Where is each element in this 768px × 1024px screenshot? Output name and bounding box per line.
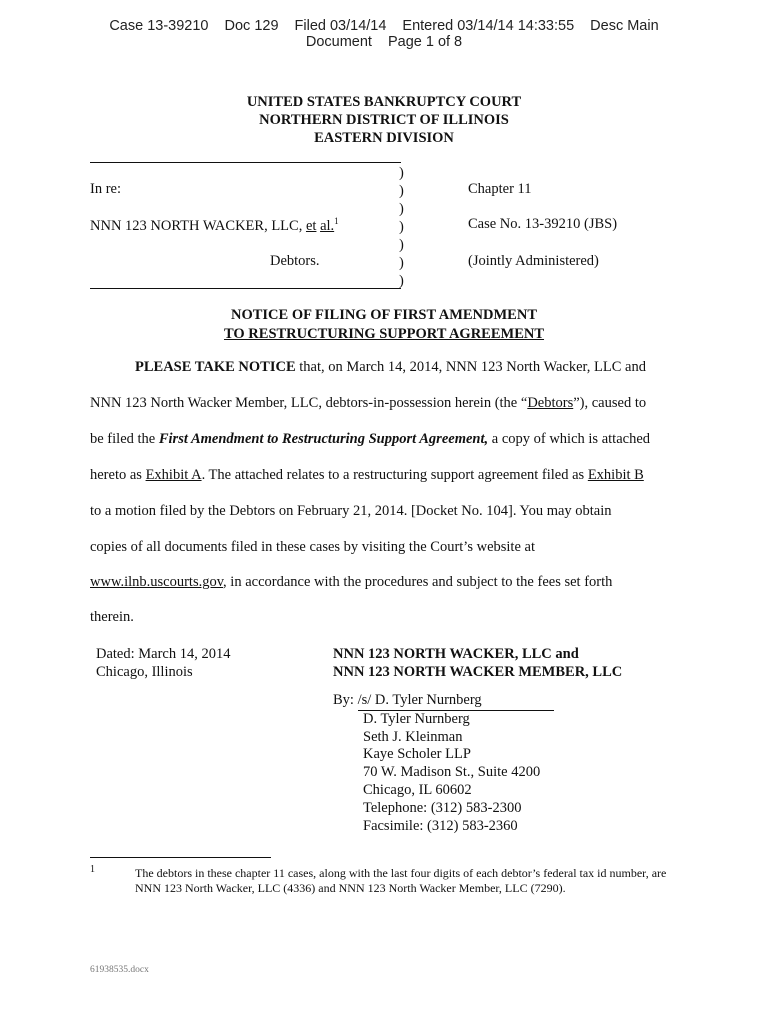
debtor-caption: [90, 216, 339, 235]
case-number: Case No. 13-39210 (JBS): [468, 216, 618, 232]
paren: ): [399, 165, 404, 181]
paren: ): [399, 255, 404, 271]
court-district: NORTHERN DISTRICT OF ILLINOIS: [259, 112, 509, 128]
ecf-header-stamp: [0, 18, 768, 50]
paren: ): [399, 273, 404, 289]
body-line-1: [135, 359, 646, 376]
body-l4-a: hereto as: [90, 467, 146, 483]
debtors-label: Debtors.: [270, 253, 320, 269]
by-line: [333, 692, 554, 711]
exhibit-a-ref: Exhibit A: [145, 467, 202, 483]
facsimile: Facsimile: (312) 583-2360: [363, 817, 518, 834]
stamp-desc: Desc Main: [590, 18, 659, 34]
caption-top-rule: [90, 162, 401, 163]
party-line-2: NNN 123 NORTH WACKER MEMBER, LLC: [333, 664, 623, 680]
caption-parentheses: [399, 164, 404, 290]
party-block: [333, 645, 622, 681]
body-l1-rest: that, on March 14, 2014, NNN 123 North Wacker, LLC and: [295, 359, 646, 375]
title-line-1: NOTICE OF FILING OF FIRST AMENDMENT: [230, 307, 537, 323]
body-l4-b: . The attached relates to a restructuring support agreement filed as: [201, 467, 588, 483]
title-line-2: TO RESTRUCTURING SUPPORT AGREEMENT: [223, 326, 545, 342]
signature-line: [358, 692, 554, 711]
stamp-document: Document: [305, 34, 372, 50]
et-text: et: [305, 217, 317, 234]
chapter-label: Chapter 11: [468, 181, 532, 197]
attorney-name-2: Seth J. Kleinman: [363, 728, 463, 745]
body-line-4: [90, 467, 644, 484]
body-line-5: to a motion filed by the Debtors on February 21, 2014. [Docket No. 104]. You may obtain: [90, 503, 612, 519]
footnote-ref: 1: [334, 216, 339, 226]
dated-line: Dated: March 14, 2014: [96, 646, 231, 662]
city-line: Chicago, Illinois: [96, 664, 193, 680]
notice-title: [0, 306, 768, 344]
court-name: UNITED STATES BANKRUPTCY COURT: [246, 94, 522, 110]
caption-bottom-rule: [90, 288, 401, 289]
body-line-7: [90, 574, 612, 591]
document-file-id: 61938535.docx: [90, 965, 149, 975]
please-take-notice: PLEASE TAKE NOTICE: [135, 359, 296, 375]
exhibit-b-ref: Exhibit B: [587, 467, 644, 483]
dated-block: [96, 645, 231, 681]
footnote-number: 1: [90, 864, 95, 875]
jointly-administered: (Jointly Administered): [468, 253, 599, 269]
attorney-name-1: D. Tyler Nurnberg: [363, 710, 470, 727]
telephone: Telephone: (312) 583-2300: [363, 799, 522, 816]
body-line-3: [90, 431, 650, 448]
stamp-line-2: [0, 34, 768, 50]
paren: ): [399, 237, 404, 253]
law-firm: Kaye Scholer LLP: [363, 746, 471, 763]
body-l3-b: a copy of which is attached: [488, 431, 650, 447]
stamp-line-1: [0, 18, 768, 34]
party-line-1: NNN 123 NORTH WACKER, LLC and: [333, 646, 579, 662]
body-l3-a: be filed the: [90, 431, 159, 447]
counsel-block: [333, 692, 554, 835]
paren: ): [399, 219, 404, 235]
stamp-filed: Filed 03/14/14: [294, 18, 387, 34]
address-line-2: Chicago, IL 60602: [363, 781, 472, 798]
footnote-rule: [90, 857, 271, 858]
paren: ): [399, 201, 404, 217]
e-signature: /s/ D. Tyler Nurnberg: [357, 692, 482, 708]
court-website-link[interactable]: www.ilnb.uscourts.gov: [90, 574, 224, 590]
body-l7-b: , in accordance with the procedures and subject to the fees set forth: [223, 574, 613, 590]
body-line-6: copies of all documents filed in these cases by visiting the Court’s website at: [90, 539, 535, 555]
debtors-defined-term: Debtors: [527, 395, 574, 411]
debtor-name: NNN 123 NORTH WACKER, LLC,: [90, 217, 303, 234]
al-text: al.: [320, 217, 335, 234]
paren: ): [399, 183, 404, 199]
amendment-title: First Amendment to Restructuring Support Agreement,: [158, 431, 489, 447]
by-label: By:: [333, 692, 354, 708]
court-heading: [0, 93, 768, 147]
court-division: EASTERN DIVISION: [314, 130, 454, 146]
footnote-text: The debtors in these chapter 11 cases, along with the last four digits of each debtor’s federal tax id number, are NNN 123 North Wacker, LLC (4336) and NNN 123 North Wacker Member, LLC (7290).: [135, 866, 667, 895]
stamp-doc: Doc 129: [224, 18, 279, 34]
stamp-entered: Entered 03/14/14 14:33:55: [402, 18, 575, 34]
body-line-2: [90, 395, 646, 412]
body-l2-b: ”), caused to: [573, 395, 647, 411]
in-re-label: In re:: [90, 181, 121, 197]
stamp-case: Case 13-39210: [109, 18, 209, 34]
body-l2-a: NNN 123 North Wacker Member, LLC, debtors-in-possession herein (the “: [90, 395, 528, 411]
body-line-8: therein.: [90, 609, 134, 625]
address-line-1: 70 W. Madison St., Suite 4200: [363, 764, 541, 781]
stamp-page: Page 1 of 8: [387, 34, 463, 50]
